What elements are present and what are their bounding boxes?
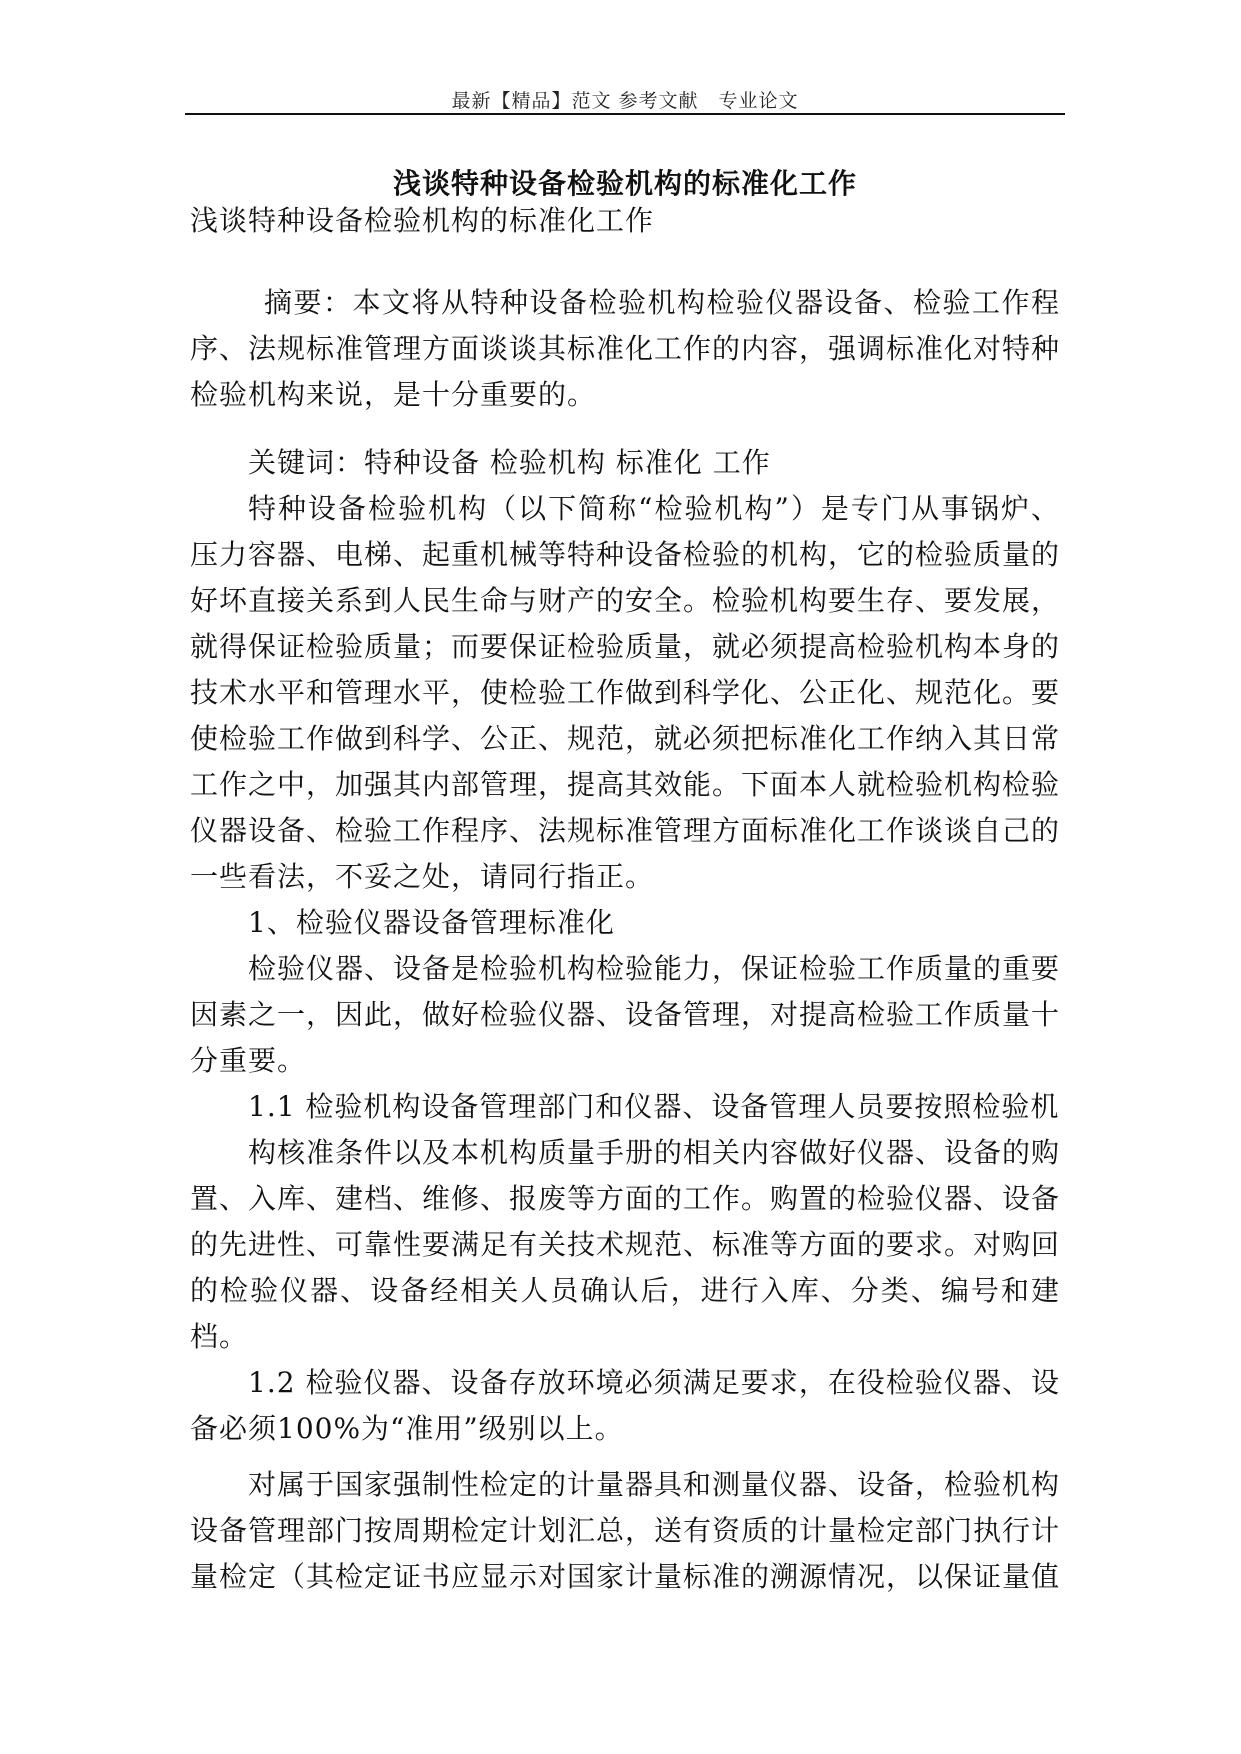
subtitle: 浅谈特种设备检验机构的标准化工作: [190, 204, 655, 237]
body-paragraph: 特种设备检验机构（以下简称“检验机构”）是专门从事锅炉、压力容器、电梯、起重机械等特种设备检验的机构，它的检验质量的好坏直接关系到人民生命与财产的安全。检验机构要生存、要发展，就得保证检验质量；而要保证检验质量，就必须提高检验机构本身的技术水平和管理水平，使检验工作做到科学化、公正化、规范化。要使检验工作做到科学、公正、规范，就必须把标准化工作纳入其日常工作之中，加强其内部管理，提高其效能。下面本人就检验机构检验仪器设备、检验工作程序、法规标准管理方面标准化工作谈谈自己的一些看法，不妥之处，请同行指正。: [190, 492, 1061, 893]
section-heading: 1、检验仪器设备管理标准化: [248, 906, 615, 939]
header-divider: [185, 113, 1065, 115]
document-title: 浅谈特种设备检验机构的标准化工作: [392, 167, 857, 200]
subsection-paragraph: 1.1 检验机构设备管理部门和仪器、设备管理人员要按照检验机: [248, 1090, 1060, 1123]
body-paragraph: 检验仪器、设备是检验机构检验能力，保证检验工作质量的重要因素之一，因此，做好检验仪器、设备管理，对提高检验工作质量十分重要。: [190, 952, 1061, 1077]
abstract-block: [190, 280, 1060, 418]
abstract-paragraph: 摘要：本文将从特种设备检验机构检验仪器设备、检验工作程序、法规标准管理方面谈谈其标准化工作的内容，强调标准化对特种检验机构来说，是十分重要的。: [190, 286, 1061, 411]
page-header: 最新【精品】范文 参考文献 专业论文: [451, 90, 799, 112]
document-body: [190, 198, 1060, 244]
subsection-paragraph: 1.2 检验仪器、设备存放环境必须满足要求，在役检验仪器、设备必须100%为“准用”级别以上。: [190, 1366, 1060, 1445]
main-text: [190, 440, 1060, 1600]
body-paragraph: 构核准条件以及本机构质量手册的相关内容做好仪器、设备的购置、入库、建档、维修、报废等方面的工作。购置的检验仪器、设备的先进性、可靠性要满足有关技术规范、标准等方面的要求。对购回的检验仪器、设备经相关人员确认后，进行入库、分类、编号和建档。: [190, 1136, 1061, 1353]
keywords-line: 关键词：特种设备 检验机构 标准化 工作: [248, 446, 771, 479]
body-paragraph: 对属于国家强制性检定的计量器具和测量仪器、设备，检验机构设备管理部门按周期检定计划汇总，送有资质的计量检定部门执行计量检定（其检定证书应显示对国家计量标准的溯源情况，以保证量值: [190, 1468, 1061, 1593]
